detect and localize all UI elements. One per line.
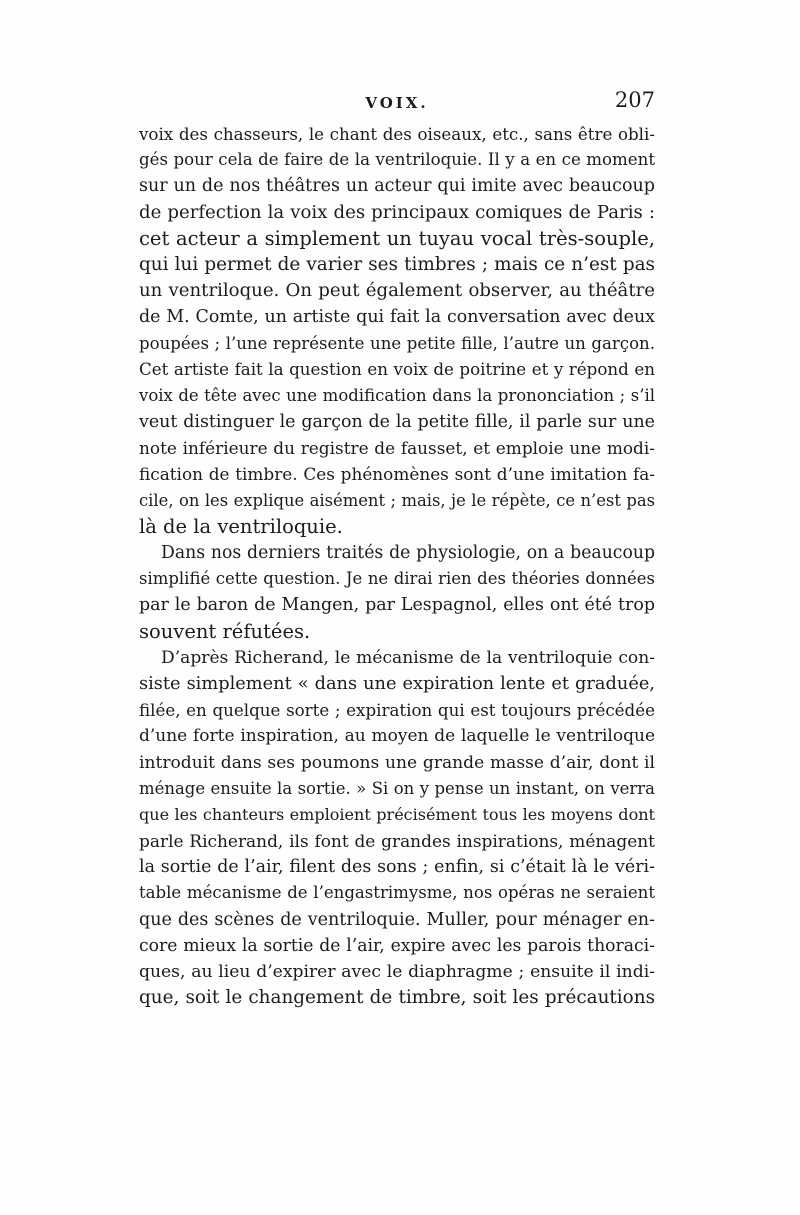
paragraph-end-line: là de la ventriloquie. <box>139 514 343 538</box>
text-line: parle Richerand, ils font de grandes inspirations, ménagent <box>139 831 655 852</box>
text-line: veut distinguer le garçon de la petite fille, il parle sur une <box>139 412 655 433</box>
text-line: que, soit le changement de timbre, soit les précautions <box>139 987 655 1009</box>
paragraph-end-line: souvent réfutées. <box>139 619 311 643</box>
paragraph-first-line: Dans nos derniers traités de physiologie, on a beaucoup <box>161 543 655 563</box>
text-line: par le baron de Mangen, par Lespagnol, elles ont été trop <box>139 595 655 616</box>
text-line: note inférieure du registre de fausset, et emploie une modi- <box>139 438 655 459</box>
running-title: VOIX. <box>365 94 429 112</box>
text-line: Cet artiste fait la question en voix de poitrine et y répond en <box>139 359 655 379</box>
running-head <box>139 88 655 120</box>
text-line: la sortie de l’air, filent des sons ; enfin, si c’était là le véri- <box>139 857 655 878</box>
text-line: core mieux la sortie de l’air, expire avec les parois thoraci- <box>139 935 655 956</box>
text-line: simplifié cette question. Je ne dirai rien des théories données <box>139 569 655 589</box>
text-line: ques, au lieu d’expirer avec le diaphragme ; ensuite il indi- <box>139 962 655 982</box>
text-line: sur un de nos théâtres un acteur qui imite avec beaucoup <box>139 176 655 197</box>
text-line: cile, on les explique aisément ; mais, je le répète, ce n’est pas <box>139 490 655 510</box>
text-line: table mécanisme de l’engastrimysme, nos opéras ne seraient <box>139 883 655 903</box>
text-line: filée, en quelque sorte ; expiration qui est toujours précédée <box>139 700 655 721</box>
text-line: voix des chasseurs, le chant des oiseaux, etc., sans être obli- <box>139 124 655 144</box>
page-number: 207 <box>614 88 655 112</box>
text-line: que les chanteurs emploient précisément tous les moyens dont <box>139 804 655 824</box>
paragraph-first-line: D’après Richerand, le mécanisme de la ventriloquie con- <box>161 647 655 668</box>
text-line: fication de timbre. Ces phénomènes sont d’une imitation fa- <box>139 464 655 485</box>
text-line: d’une forte inspiration, au moyen de laquelle le ventriloque <box>139 726 655 747</box>
text-line: de perfection la voix des principaux comiques de Paris : <box>139 201 655 223</box>
text-line: un ventriloque. On peut également observer, au théâtre <box>139 280 655 302</box>
text-line: de M. Comte, un artiste qui fait la conversation avec deux <box>139 307 655 328</box>
body-text <box>139 121 655 1011</box>
text-line: ménage ensuite la sortie. » Si on y pense un instant, on verra <box>139 778 655 798</box>
text-line: voix de tête avec une modification dans la prononciation ; s’il <box>139 385 655 405</box>
text-line: que des scènes de ventriloquie. Muller, pour ménager en- <box>139 909 655 930</box>
text-line: cet acteur a simplement un tuyau vocal très-souple, <box>139 226 655 250</box>
text-line: siste simplement « dans une expiration lente et graduée, <box>139 673 655 694</box>
text-line: qui lui permet de varier ses timbres ; mais ce n’est pas <box>139 253 655 275</box>
text-line: poupées ; l’une représente une petite fille, l’autre un garçon. <box>139 333 655 353</box>
text-line: introduit dans ses poumons une grande masse d’air, dont il <box>139 752 655 773</box>
text-line: gés pour cela de faire de la ventriloquie. Il y a en ce moment <box>139 150 655 170</box>
